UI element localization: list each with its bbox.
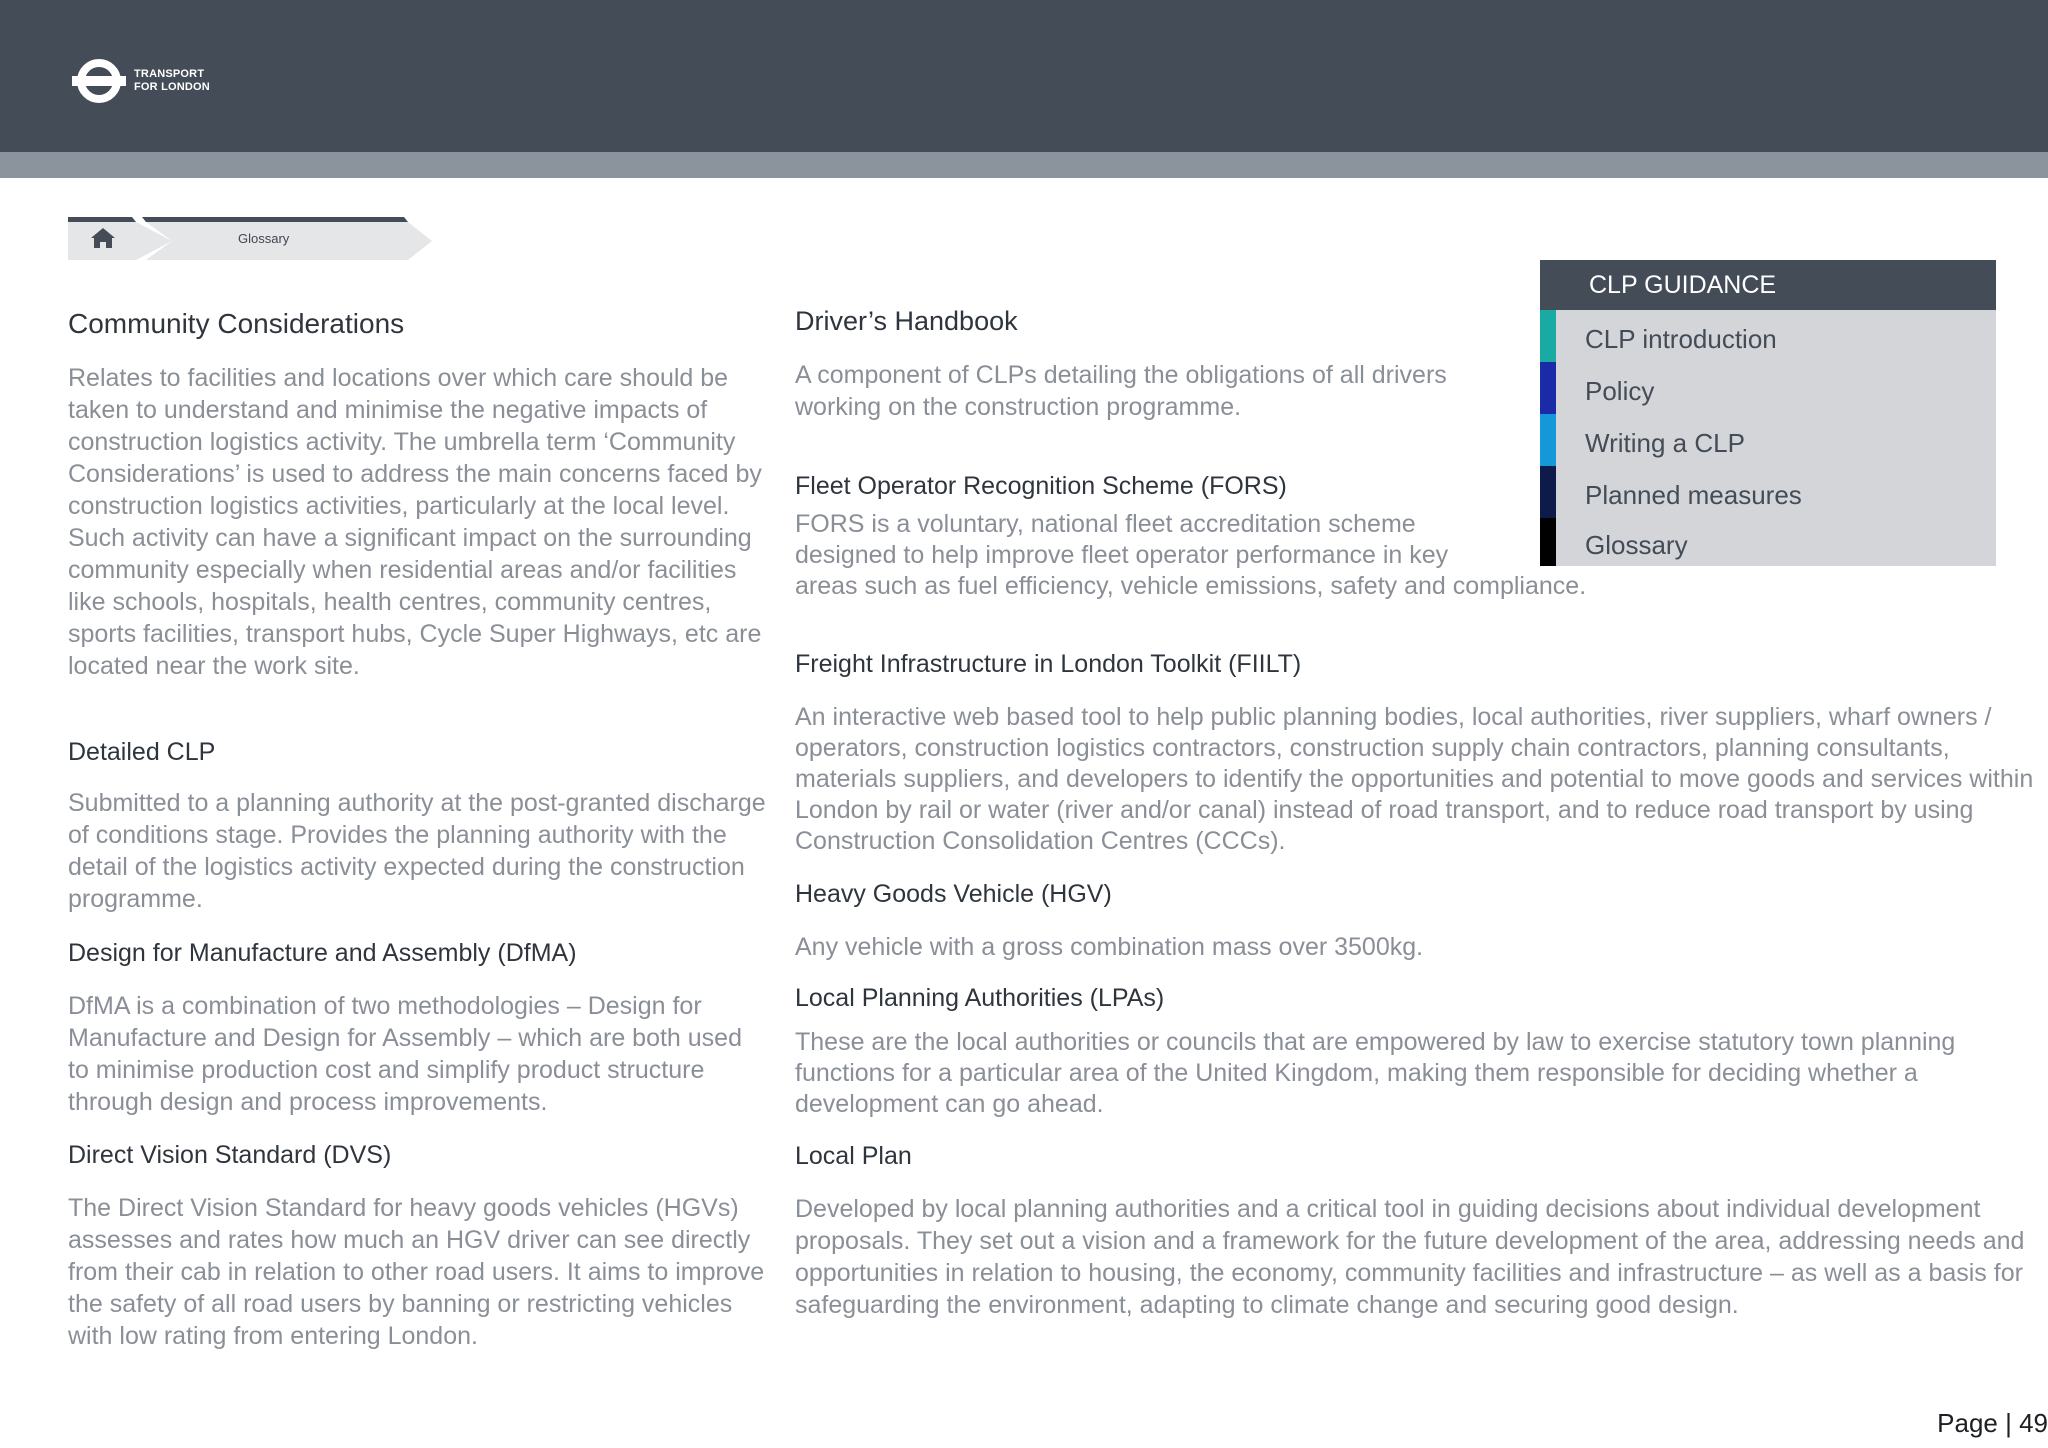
logo-text xyxy=(134,68,210,94)
logo-text-line-1: TRANSPORT xyxy=(134,68,205,80)
glossary-term: Community Considerations xyxy=(68,308,405,339)
glossary-definition: A component of CLPs detailing the obligations of all drivers working on the construction programme. xyxy=(795,361,1447,421)
nav-item-writing-a-clp[interactable] xyxy=(1540,414,1996,466)
tfl-logo[interactable] xyxy=(72,58,210,104)
glossary-term: Detailed CLP xyxy=(68,738,216,766)
definition-line: FORS is a voluntary, national fleet accreditation scheme xyxy=(795,510,1416,538)
glossary-term: Heavy Goods Vehicle (HGV) xyxy=(795,880,1112,908)
nav-item-clp-introduction[interactable] xyxy=(1540,310,1996,362)
nav-item-label: CLP introduction xyxy=(1585,324,1777,354)
glossary-definition: Developed by local planning authorities and a critical tool in guiding decisions about individual development proposals. They set out a vision and a framework for the future development of the area, addressing needs and opportunities in relation to housing, the economy, community facilities and infrastructure – as well as a basis for safeguarding the environment, adapting to climate change and securing good design. xyxy=(795,1195,2025,1319)
nav-item-label: Policy xyxy=(1585,376,1655,406)
glossary-definition xyxy=(795,509,1795,602)
glossary-definition: Submitted to a planning authority at the post-granted discharge of conditions stage. Provides the planning authority with the detail of the logistics activity expected during the construction programme. xyxy=(68,789,766,913)
glossary-term: Freight Infrastructure in London Toolkit (FIILT) xyxy=(795,650,1302,678)
home-icon[interactable] xyxy=(90,227,116,249)
glossary-term: Driver’s Handbook xyxy=(795,306,1018,336)
breadcrumb-item-glossary[interactable]: Glossary xyxy=(238,231,290,246)
glossary-term: Direct Vision Standard (DVS) xyxy=(68,1141,392,1169)
glossary-term: Local Planning Authorities (LPAs) xyxy=(795,984,1165,1012)
definition-line: areas such as fuel efficiency, vehicle emissions, safety and compliance. xyxy=(795,572,1587,600)
glossary-term: Local Plan xyxy=(795,1142,912,1170)
nav-item-label: Writing a CLP xyxy=(1585,428,1745,458)
nav-swatch xyxy=(1540,414,1556,466)
logo-text-line-2: FOR LONDON xyxy=(134,81,210,93)
nav-swatch xyxy=(1540,310,1556,362)
page-number: Page | 49 xyxy=(1937,1408,2048,1438)
glossary-definition: An interactive web based tool to help public planning bodies, local authorities, river suppliers, wharf owners / operators, construction logistics contractors, construction supply chain contractors, planning consultants, materials suppliers, and developers to identify the opportunities and potential to move goods and services within London by rail or water (river and/or canal) instead of road transport, and to reduce road transport by using Construction Consolidation Centres (CCCs). xyxy=(795,703,2034,855)
roundel-icon xyxy=(72,58,126,104)
nav-panel-title: CLP GUIDANCE xyxy=(1540,260,1996,310)
nav-item-label: Planned measures xyxy=(1585,480,1802,510)
glossary-definition: Relates to facilities and locations over which care should be taken to understand and minimise the negative impacts of construction logistics activity. The umbrella term ‘Community Considerations’ is used to address the main concerns faced by construction logistics activities, particularly at the local level. Such activity can have a significant impact on the surrounding community especially when residential areas and/or facilities like schools, hospitals, health centres, community centres, sports facilities, transport hubs, Cycle Super Highways, etc are located near the work site. xyxy=(68,364,762,680)
breadcrumb xyxy=(68,215,438,260)
glossary-definition: The Direct Vision Standard for heavy goods vehicles (HGVs) assesses and rates how much an HGV driver can see directly from their cab in relation to other road users. It aims to improve the safety of all road users by banning or restricting vehicles with low rating from entering London. xyxy=(68,1194,765,1350)
glossary-term: Fleet Operator Recognition Scheme (FORS) xyxy=(795,472,1287,500)
definition-line: designed to help improve fleet operator performance in key xyxy=(795,541,1449,569)
glossary-term: Design for Manufacture and Assembly (DfMA) xyxy=(68,939,577,967)
header-subbar xyxy=(0,152,2048,178)
glossary-definition: DfMA is a combination of two methodologies – Design for Manufacture and Design for Assembly – which are both used to minimise production cost and simplify product structure through design and process improvements. xyxy=(68,992,742,1116)
nav-item-policy[interactable] xyxy=(1540,362,1996,414)
glossary-definition: Any vehicle with a gross combination mass over 3500kg. xyxy=(795,933,1424,961)
glossary-definition: These are the local authorities or councils that are empowered by law to exercise statutory town planning functions for a particular area of the United Kingdom, making them responsible for deciding whether a development can go ahead. xyxy=(795,1028,1956,1118)
nav-swatch xyxy=(1540,362,1556,414)
nav-item-label: Glossary xyxy=(1585,530,1688,560)
header-bar xyxy=(0,0,2048,152)
